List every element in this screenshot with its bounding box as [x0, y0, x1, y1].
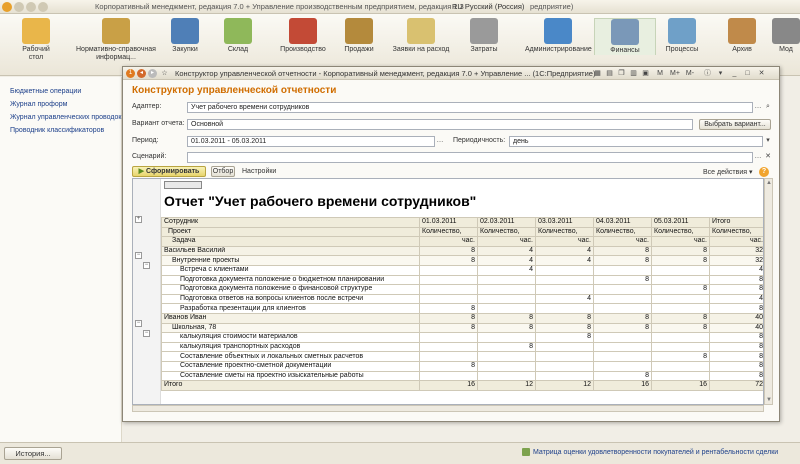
calc-mplus-button[interactable]: M+ [670, 70, 680, 77]
row-value: 8 [710, 361, 765, 371]
row-value: 8 [420, 246, 478, 256]
table-row [162, 256, 765, 266]
header-unit: час. [710, 237, 765, 247]
row-value [420, 265, 478, 275]
header-unit: час. [420, 237, 478, 247]
row-value: 8 [478, 323, 536, 333]
section-4[interactable] [218, 18, 258, 54]
row-name: калькуляция транспортных расходов [162, 342, 420, 352]
row-value: 8 [710, 285, 765, 295]
row-name: Васильев Василий [162, 246, 420, 256]
row-value [594, 294, 652, 304]
scroll-down-icon[interactable]: ▼ [766, 397, 772, 403]
row-value [652, 333, 710, 343]
row-value: 4 [536, 294, 594, 304]
collapse-icon[interactable]: − [144, 330, 149, 336]
row-value [536, 304, 594, 314]
calendar-icon[interactable]: ▥ [630, 70, 637, 77]
adapter-label: Адаптер: [132, 103, 162, 110]
row-name: Встреча с клиентами [162, 265, 420, 275]
section-10[interactable] [594, 18, 656, 55]
section-label: Рабочий [22, 46, 50, 53]
report-table [161, 217, 764, 391]
row-value: 8 [594, 371, 652, 381]
collapse-icon[interactable]: − [144, 262, 149, 268]
row-value: 8 [594, 256, 652, 266]
adapter-field[interactable]: Учет рабочего времени сотрудников [187, 102, 753, 113]
row-value: 4 [478, 265, 536, 275]
section-icon [22, 18, 50, 44]
row-name: Итого [162, 381, 420, 391]
title-suffix: редприятие) [530, 2, 574, 11]
nav-forward-icon[interactable] [26, 2, 36, 12]
section-11[interactable] [660, 18, 704, 54]
generate-button[interactable] [132, 166, 206, 177]
row-value: 8 [652, 285, 710, 295]
table-row [162, 323, 765, 333]
row-value: 40 [710, 313, 765, 323]
row-value [594, 285, 652, 295]
collapse-icon[interactable]: − [136, 320, 141, 326]
row-value [536, 265, 594, 275]
section-icon [668, 18, 696, 44]
row-name: Подготовка документа положение о бюджетном планировании [162, 275, 420, 285]
section-label-line2: информац... [96, 54, 136, 61]
grouping-gutter [133, 179, 161, 404]
expand-icon[interactable]: + [136, 216, 141, 222]
table-row [162, 352, 765, 362]
section-1[interactable] [18, 18, 54, 62]
row-value [594, 304, 652, 314]
header-row [162, 237, 765, 247]
header-task: Задача [162, 237, 420, 247]
calc-mminus-button[interactable]: M- [685, 70, 695, 77]
table-row [162, 285, 765, 295]
header-quantity: Количество, [420, 227, 478, 237]
row-value [420, 294, 478, 304]
row-value [478, 352, 536, 362]
header-unit: час. [652, 237, 710, 247]
section-3[interactable] [165, 18, 205, 54]
row-value: 16 [594, 381, 652, 391]
scenario-field[interactable] [187, 152, 753, 163]
row-value: 8 [710, 304, 765, 314]
section-9[interactable] [525, 18, 591, 54]
row-value [594, 361, 652, 371]
row-value: 8 [420, 323, 478, 333]
app-logo-icon [2, 2, 12, 12]
header-date: Итого [710, 218, 765, 228]
row-value: 8 [536, 333, 594, 343]
leftnav-link[interactable]: Проводник классификаторов [10, 127, 105, 134]
report-header-bar [164, 181, 202, 189]
row-value: 32 [710, 256, 765, 266]
row-value: 4 [478, 246, 536, 256]
app-title: Корпоративный менеджмент, редакция 7.0 + Управление производственным предприятием, редакция 1.3 [95, 2, 464, 11]
row-value: 8 [710, 342, 765, 352]
row-value [478, 371, 536, 381]
save-icon[interactable]: ▦ [594, 70, 601, 77]
table-row [162, 342, 765, 352]
section-8[interactable] [463, 18, 505, 54]
table-row [162, 275, 765, 285]
app-titlebar [0, 0, 800, 14]
row-value [420, 333, 478, 343]
row-value: 16 [420, 381, 478, 391]
row-name: Составление проектно-сметной документации [162, 361, 420, 371]
section-icon [224, 18, 252, 44]
section-icon [407, 18, 435, 44]
row-value: 8 [710, 275, 765, 285]
row-value: 12 [478, 381, 536, 391]
section-icon [171, 18, 199, 44]
row-value: 72 [710, 381, 765, 391]
help-info-icon[interactable]: ⓘ [704, 70, 711, 77]
section-icon [345, 18, 373, 44]
leftnav-link[interactable]: Журнал проформ [10, 101, 68, 108]
row-value [594, 265, 652, 275]
row-value [536, 352, 594, 362]
section-label: Затраты [470, 46, 498, 53]
header-employee: Сотрудник [162, 218, 420, 228]
row-value: 8 [710, 371, 765, 381]
all-actions-menu[interactable]: Все действия ▾ [703, 169, 753, 176]
table-row [162, 294, 765, 304]
row-value: 8 [652, 323, 710, 333]
row-value: 4 [710, 294, 765, 304]
adapter-select-button[interactable]: … [754, 103, 762, 110]
row-value: 8 [594, 246, 652, 256]
settings-link[interactable]: Настройки [242, 168, 277, 175]
section-label: Производство [280, 46, 326, 53]
row-name: Подготовка документа положение о финансовой структуре [162, 285, 420, 295]
row-value: 16 [652, 381, 710, 391]
row-value [478, 333, 536, 343]
row-value [594, 352, 652, 362]
table-row [162, 246, 765, 256]
row-value: 12 [536, 381, 594, 391]
table-row [162, 381, 765, 391]
header-unit: час. [536, 237, 594, 247]
table-row [162, 371, 765, 381]
row-value: 40 [710, 323, 765, 333]
row-value [652, 342, 710, 352]
section-icon [772, 18, 800, 44]
close-icon[interactable]: ✕ [758, 70, 765, 77]
table-row [162, 265, 765, 275]
window-title: Конструктор управленческой отчетности - Корпоративный менеджмент, редакция 7.0 + Управление ... (1С:Предприятие) [175, 69, 596, 78]
row-value: 8 [478, 313, 536, 323]
section-label: Архив [732, 46, 752, 53]
header-quantity: Количество, [652, 227, 710, 237]
vertical-scrollbar[interactable] [764, 178, 773, 405]
row-value: 8 [652, 246, 710, 256]
row-value: 8 [420, 313, 478, 323]
section-label: Мод [779, 46, 793, 53]
periodicity-field[interactable]: день [509, 136, 763, 147]
row-value: 8 [652, 256, 710, 266]
variant-field[interactable]: Основной [187, 119, 693, 130]
header-date: 05.03.2011 [652, 218, 710, 228]
section-label: Процессы [665, 46, 699, 53]
row-value [536, 285, 594, 295]
window-favorite-icon[interactable]: ☆ [161, 70, 168, 77]
row-value: 4 [478, 256, 536, 266]
report-spreadsheet[interactable] [132, 178, 764, 405]
header-quantity: Количество, [594, 227, 652, 237]
section-label: Заявки на расход [392, 46, 450, 53]
calc-m-button[interactable]: M [657, 70, 663, 77]
scenario-clear-icon[interactable]: ✕ [765, 153, 771, 160]
status-report-link[interactable]: Матрица оценки удовлетворенности покупателей и рентабельности сделки [533, 449, 779, 456]
row-value: 8 [420, 256, 478, 266]
period-label: Период: [132, 137, 159, 144]
section-label: Склад [227, 46, 249, 53]
header-row [162, 227, 765, 237]
row-name: Разработка презентации для клиентов [162, 304, 420, 314]
row-value [536, 342, 594, 352]
header-date: 02.03.2011 [478, 218, 536, 228]
row-value [652, 361, 710, 371]
scenario-label: Сценарий: [132, 153, 167, 160]
selection-button[interactable]: Отбор [212, 168, 234, 175]
row-value [652, 304, 710, 314]
window-back-icon[interactable]: ◂ [137, 69, 146, 78]
section-icon [289, 18, 317, 44]
row-value [652, 294, 710, 304]
row-value [420, 342, 478, 352]
row-value: 4 [710, 265, 765, 275]
generate-label: Сформировать [146, 168, 200, 175]
nav-back-icon[interactable] [14, 2, 24, 12]
table-row [162, 333, 765, 343]
row-name: Составление объектных и локальных сметных расчетов [162, 352, 420, 362]
row-name: Подготовка ответов на вопросы клиентов после встречи [162, 294, 420, 304]
section-7[interactable] [390, 18, 452, 54]
choose-variant-button[interactable]: Выбрать вариант... [699, 119, 771, 130]
row-value [420, 352, 478, 362]
row-value: 8 [652, 352, 710, 362]
window-forward-icon[interactable]: ▸ [148, 69, 157, 78]
section-2[interactable] [72, 18, 160, 62]
row-value [536, 371, 594, 381]
window-menu-icon[interactable]: ▾ [718, 70, 723, 77]
report-title: Отчет "Учет рабочего времени сотрудников" [164, 193, 477, 209]
row-value: 8 [710, 352, 765, 362]
section-icon [728, 18, 756, 44]
header-date: 04.03.2011 [594, 218, 652, 228]
window-heading: Конструктор управленческой отчетности [132, 85, 337, 96]
variant-label: Вариант отчета: [132, 120, 185, 127]
row-name: Иванов Иван [162, 313, 420, 323]
calculator-icon[interactable]: ▣ [642, 70, 649, 77]
language-indicator[interactable]: RU Русский (Россия) [452, 2, 525, 11]
leftnav-link[interactable]: Бюджетные операции [10, 88, 82, 95]
row-value: 8 [420, 304, 478, 314]
section-12[interactable] [722, 18, 762, 54]
period-select-button[interactable]: … [436, 137, 444, 144]
row-value: 4 [536, 246, 594, 256]
row-value [420, 275, 478, 285]
row-value: 4 [536, 256, 594, 266]
row-value [478, 294, 536, 304]
header-unit: час. [478, 237, 536, 247]
print-icon[interactable]: ▤ [606, 70, 613, 77]
table-row [162, 313, 765, 323]
header-unit: час. [594, 237, 652, 247]
row-value: 8 [710, 333, 765, 343]
row-name: Внутренние проекты [162, 256, 420, 266]
row-value: 8 [536, 313, 594, 323]
header-quantity: Количество, [710, 227, 765, 237]
section-label: Администрирование [525, 46, 592, 53]
header-quantity: Количество, [478, 227, 536, 237]
leftnav-link[interactable]: Журнал управленческих проводок [10, 114, 122, 121]
row-value [594, 333, 652, 343]
header-date: 03.03.2011 [536, 218, 594, 228]
row-value: 8 [536, 323, 594, 333]
history-button[interactable]: История... [4, 447, 62, 460]
row-value: 8 [420, 361, 478, 371]
section-icon [611, 19, 639, 45]
header-quantity: Количество, [536, 227, 594, 237]
section-label: Закупки [172, 46, 198, 53]
report-constructor-window [122, 66, 780, 422]
row-value: 32 [710, 246, 765, 256]
row-name: Составление сметы на проектно изыскательные работы [162, 371, 420, 381]
table-row [162, 361, 765, 371]
row-value [594, 342, 652, 352]
section-label-line2: стол [28, 54, 44, 61]
horizontal-scrollbar[interactable] [132, 405, 764, 412]
periodicity-label: Периодичность: [453, 137, 506, 144]
row-value [652, 275, 710, 285]
table-row [162, 304, 765, 314]
row-name: калькуляция стоимости материалов [162, 333, 420, 343]
row-value: 8 [594, 313, 652, 323]
window-titlebar [123, 67, 779, 80]
section-5[interactable] [278, 18, 328, 54]
help-icon[interactable]: ? [759, 167, 769, 177]
row-name: Школьная, 78 [162, 323, 420, 333]
copy-icon[interactable]: ❐ [618, 70, 625, 77]
collapse-icon[interactable]: − [136, 252, 141, 258]
section-6[interactable] [337, 18, 381, 54]
home-icon[interactable] [38, 2, 48, 12]
header-row [162, 218, 765, 228]
row-value [420, 285, 478, 295]
row-value: 8 [594, 323, 652, 333]
header-date: 01.03.2011 [420, 218, 478, 228]
section-icon [544, 18, 572, 44]
adapter-search-icon[interactable]: ⌕ [766, 103, 770, 110]
scroll-up-icon[interactable]: ▲ [766, 180, 772, 186]
row-value [536, 361, 594, 371]
section-icon [470, 18, 498, 44]
period-field[interactable]: 01.03.2011 - 05.03.2011 [187, 136, 435, 147]
maximize-icon[interactable]: □ [745, 70, 750, 77]
section-label: Финансы [610, 47, 640, 54]
section-label: Продажи [344, 46, 374, 53]
row-value [478, 361, 536, 371]
row-value [536, 275, 594, 285]
window-app-icon: 1 [126, 69, 135, 78]
row-value: 8 [478, 342, 536, 352]
play-icon: ▶ [138, 168, 146, 175]
report-icon [522, 448, 530, 456]
row-value: 8 [652, 313, 710, 323]
header-project: Проект [162, 227, 420, 237]
status-bar [0, 442, 800, 464]
row-value [420, 371, 478, 381]
row-value [478, 275, 536, 285]
row-value [652, 371, 710, 381]
row-value: 8 [594, 275, 652, 285]
section-label: Нормативно-справочная [76, 46, 156, 53]
section-13[interactable] [772, 18, 800, 54]
left-navigation [0, 77, 122, 442]
periodicity-dropdown-icon[interactable]: ▾ [766, 137, 770, 144]
minimize-icon[interactable]: _ [732, 70, 737, 77]
section-icon [102, 18, 130, 44]
row-value [478, 304, 536, 314]
row-value [652, 265, 710, 275]
row-value [478, 285, 536, 295]
scenario-select-button[interactable]: … [754, 153, 762, 160]
